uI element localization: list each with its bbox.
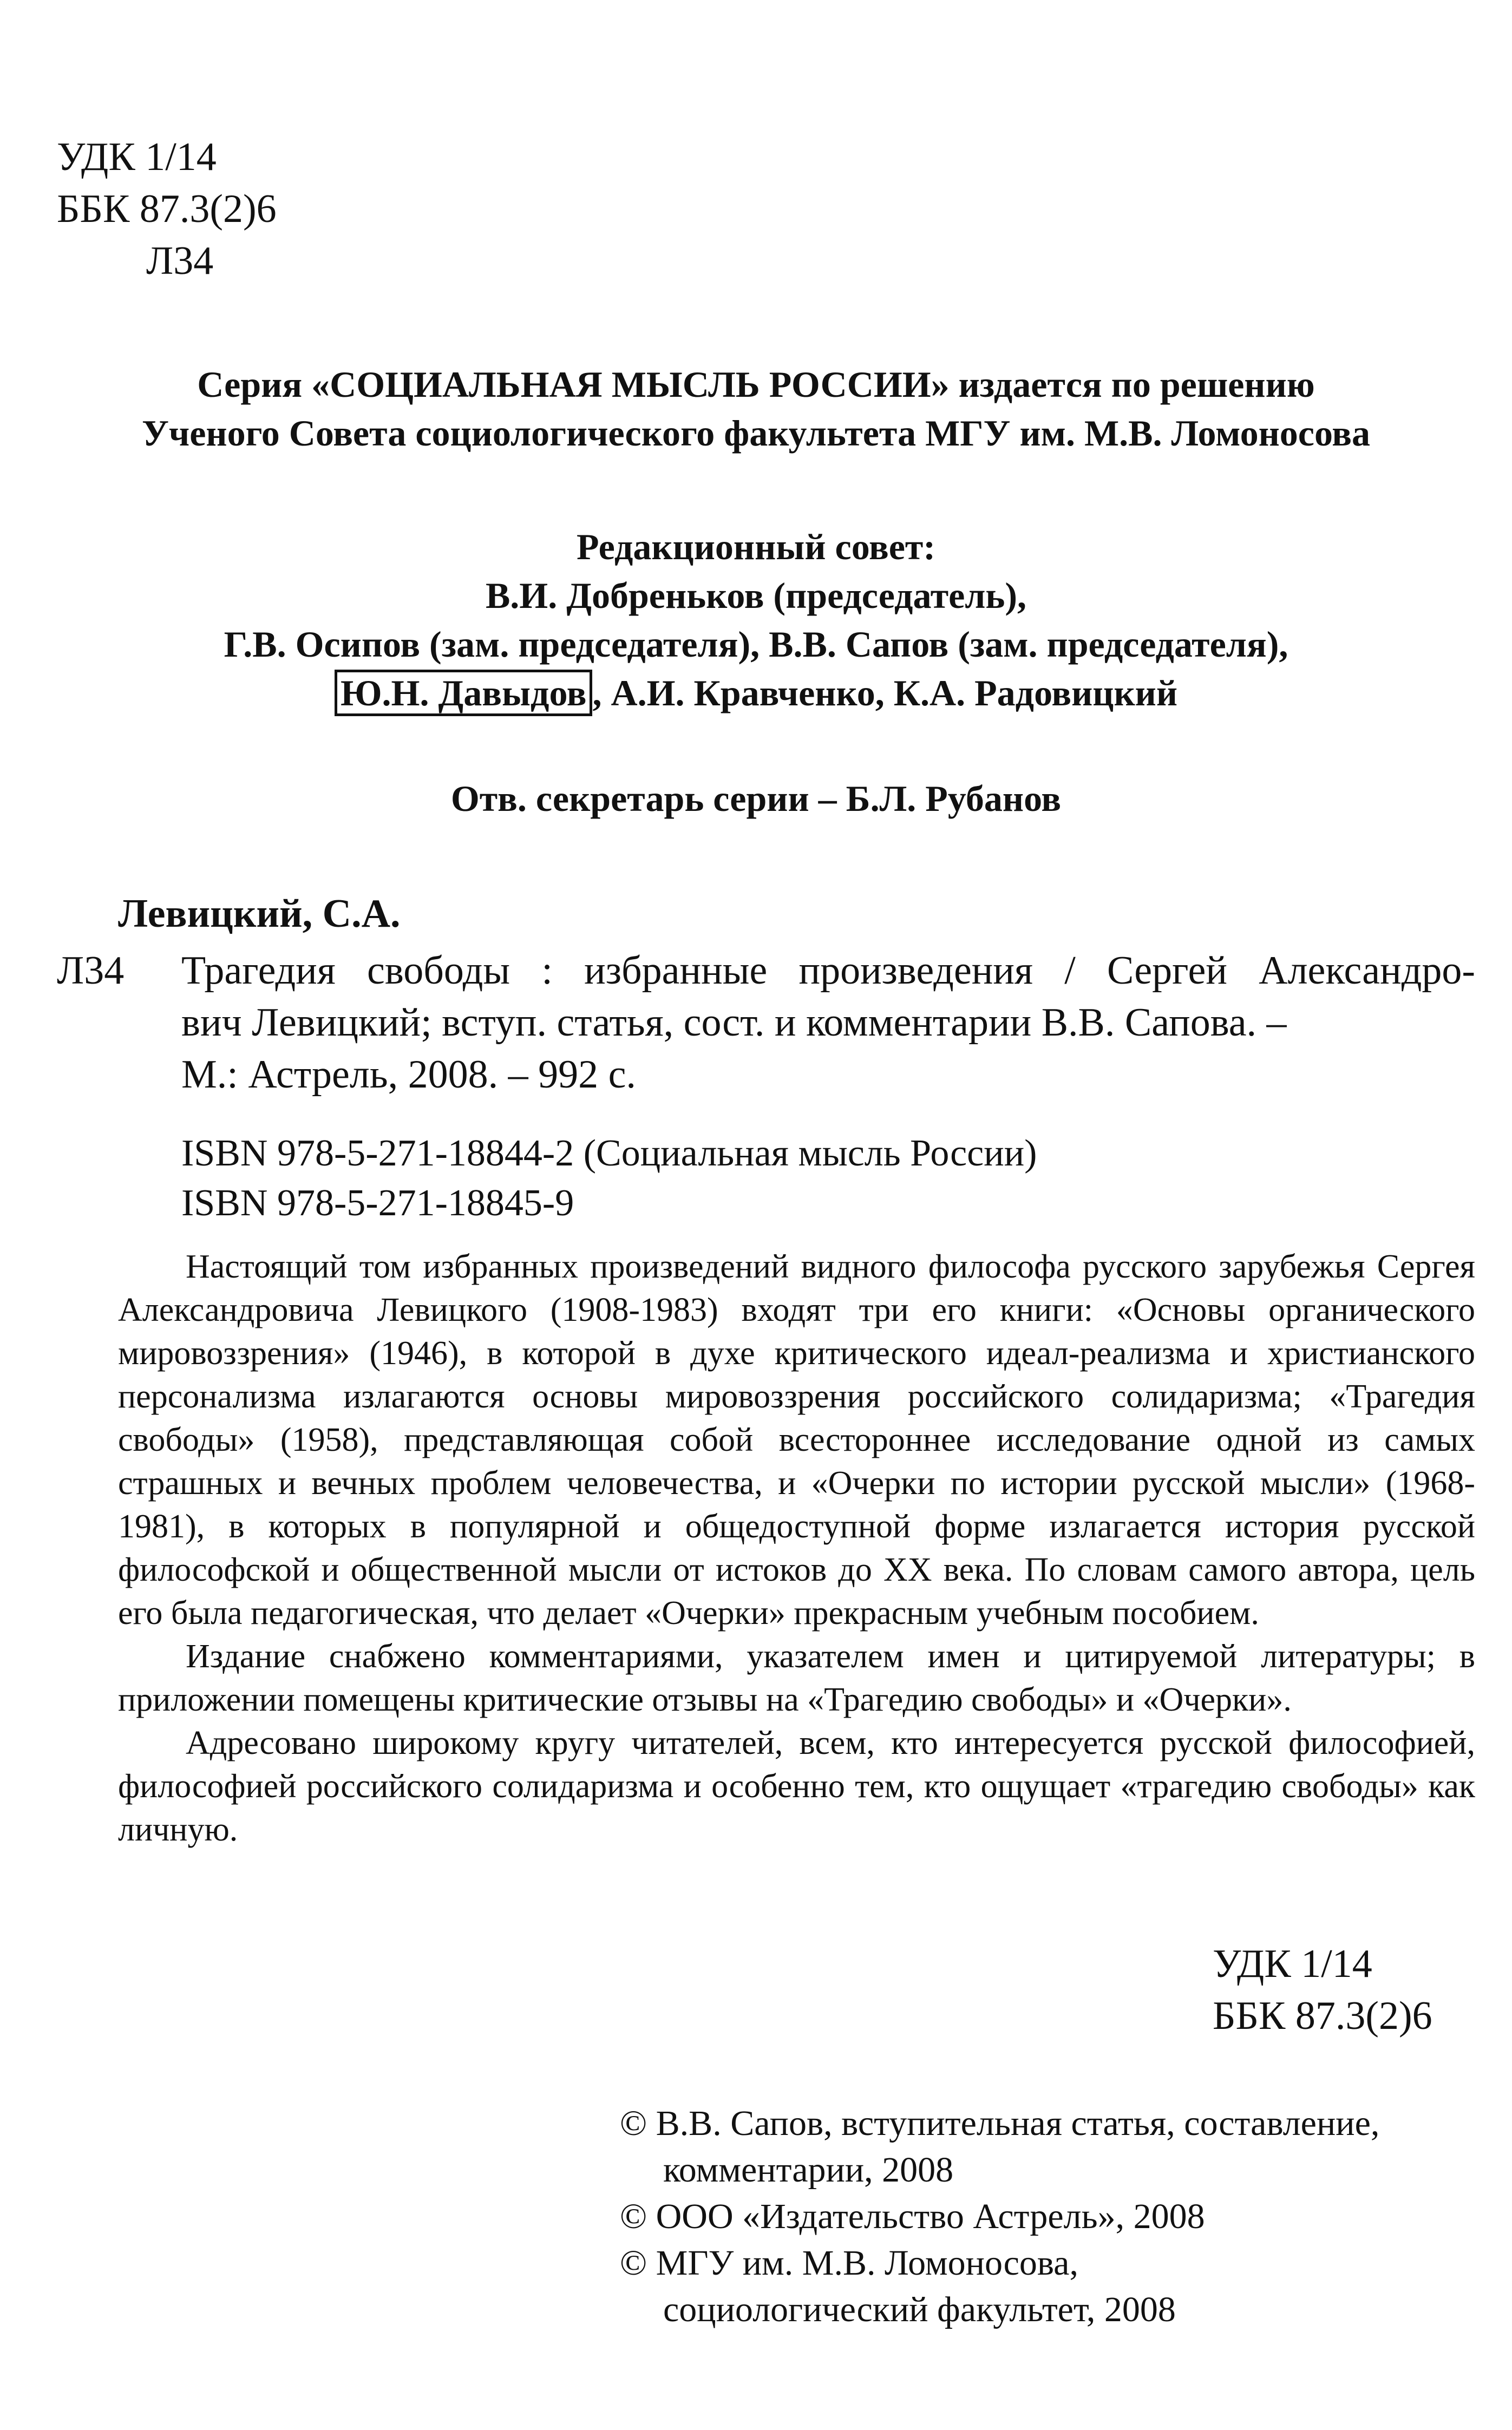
series-line-1: Серия «СОЦИАЛЬНАЯ МЫСЛЬ РОССИИ» издается по решению <box>197 364 1315 405</box>
classification-codes-bottom <box>1213 1938 1432 2042</box>
bbk-code: ББК 87.3(2)6 <box>57 187 277 231</box>
editorial-council <box>0 522 1512 717</box>
copyright-block <box>620 2100 1379 2333</box>
record-code: Л34 <box>57 948 125 993</box>
bbk-code-bottom: ББК 87.3(2)6 <box>1213 1994 1432 2038</box>
isbn-line-1: ISBN 978-5-271-18844-2 (Социальная мысль России) <box>181 1132 1037 1174</box>
abstract-paragraph-1: Настоящий том избранных произведений видного философа русского зарубежья Сергея Александровича Левицкого (1908-1983) входят три его книги: «Основы органического мировоззрения» (1946), в которой в духе критического идеал-реализма и христианского персонализма излагаются основы мировоззрения российского солидаризма; «Трагедия свободы» (1958), представляющая собой всестороннее исследование одной из самых страшных и вечных проблем человечества, и «Очерки по истории русской мысли» (1968-1981), в которых в популярной и общедоступной форме излагается история русской философской и общественной мысли от истоков до XX века. По словам самого автора, цель его была педагогическая, что делает «Очерки» прекрасным учебным пособием. <box>118 1248 1475 1632</box>
council-line-3 <box>0 669 1512 717</box>
copyright-3-line-2: социологический факультет, 2008 <box>663 2290 1176 2329</box>
abstract-paragraph-3: Адресовано широкому кругу читателей, всем, кто интересуется русской философией, философией российского солидаризма и особенно тем, кто ощущает «трагедию свободы» как личную. <box>118 1725 1475 1848</box>
series-secretary: Отв. секретарь серии – Б.Л. Рубанов <box>450 778 1062 819</box>
series-line-2: Ученого Совета социологического факультета МГУ им. М.В. Ломоносова <box>141 412 1370 454</box>
record-line-3: М.: Астрель, 2008. – 992 с. <box>181 1052 636 1097</box>
abstract <box>118 1245 1475 1851</box>
record-title: Трагедия свободы : избранные произведения / Сергей Александро- <box>181 948 1475 993</box>
record-line-2: вич Левицкий; вступ. статья, сост. и комментарии В.В. Сапова. – <box>181 1000 1287 1045</box>
copyright-1-line-2: комментарии, 2008 <box>663 2150 954 2190</box>
council-heading: Редакционный совет: <box>577 526 935 567</box>
copyright-2: © ООО «Издательство Астрель», 2008 <box>620 2197 1205 2236</box>
isbn-line-2: ISBN 978-5-271-18845-9 <box>181 1182 574 1224</box>
record-author: Левицкий, С.А. <box>118 892 401 936</box>
copyright-3-line-1: © МГУ им. М.В. Ломоносова, <box>620 2243 1078 2283</box>
council-line-3-rest: , А.И. Кравченко, К.А. Радовицкий <box>592 672 1177 713</box>
council-line-1: В.И. Добреньков (председатель), <box>485 575 1027 616</box>
author-sign: Л34 <box>146 239 214 283</box>
copyright-1-line-1: © В.В. Сапов, вступительная статья, составление, <box>620 2104 1380 2143</box>
abstract-paragraph-2: Издание снабжено комментариями, указателем имен и цитируемой литературы; в приложении помещены критические отзывы на «Трагедию свободы» и «Очерки». <box>118 1638 1475 1718</box>
record-line-1 <box>57 945 1475 997</box>
isbn-block <box>181 1129 1037 1228</box>
bibliographic-record <box>57 945 1475 1101</box>
boxed-name: Ю.Н. Давыдов <box>335 670 592 716</box>
series-statement <box>0 360 1512 457</box>
classification-codes-top <box>57 131 277 287</box>
council-line-2: Г.В. Осипов (зам. председателя), В.В. Сапов (зам. председателя), <box>224 624 1288 665</box>
udk-code: УДК 1/14 <box>57 135 217 179</box>
udk-code-bottom: УДК 1/14 <box>1213 1942 1372 1986</box>
